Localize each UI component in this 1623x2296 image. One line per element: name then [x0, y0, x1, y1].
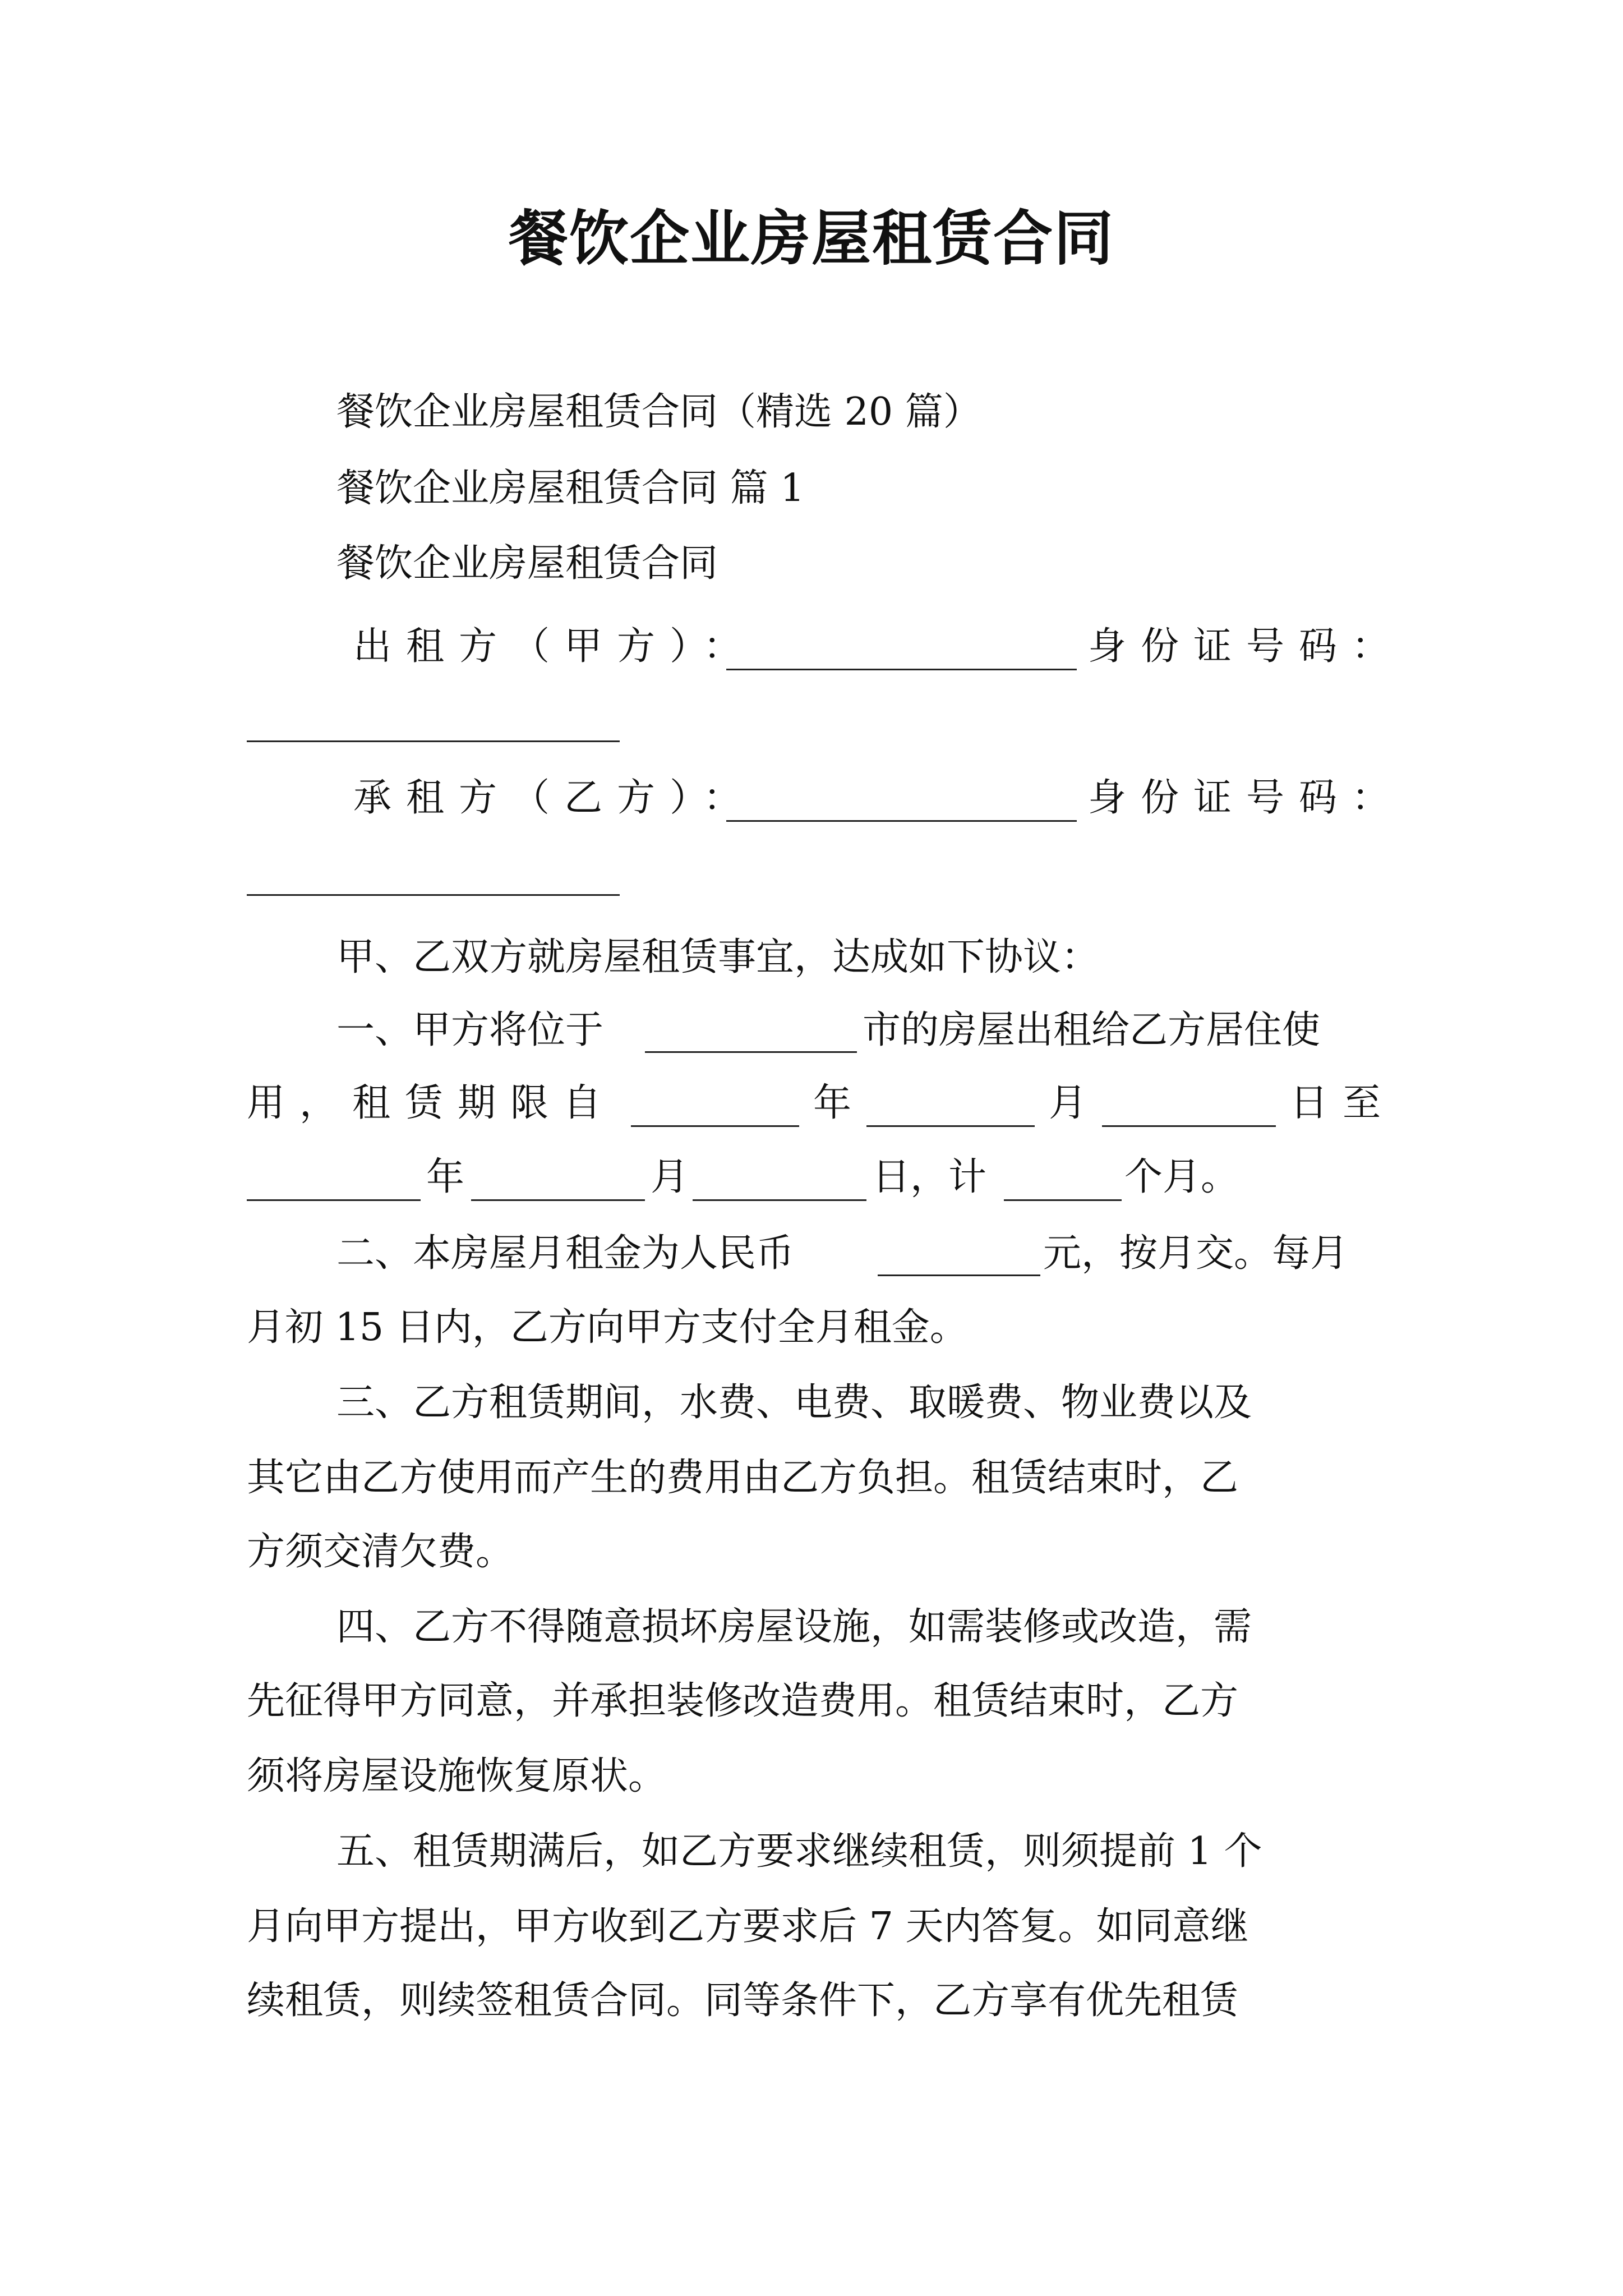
party-b-name-blank	[726, 785, 1077, 822]
clause-3-line-3: 方须交清欠费。	[247, 1530, 514, 1574]
clause-2-rent-blank	[878, 1240, 1040, 1276]
clause-1-line-1-a: 一、甲方将位于	[336, 1008, 604, 1052]
party-a-id-label: 身份证号码：	[1088, 624, 1405, 669]
clause-1-line-1-b: 市的房屋出租给乙方居住使	[863, 1008, 1321, 1052]
party-a-label: 出租方（甲方）：	[353, 624, 757, 669]
clause-4-line-2: 先征得甲方同意，并承担装修改造费用。租赁结束时，乙方	[247, 1679, 1239, 1723]
agreement-intro: 甲、乙双方就房屋租赁事宜，达成如下协议：	[336, 935, 1100, 979]
clause-5-line-3: 续租赁，则续签租赁合同。同等条件下，乙方享有优先租赁	[247, 1978, 1239, 2023]
clause-4-line-3: 须将房屋设施恢复原状。	[247, 1754, 667, 1798]
party-b-id-blank	[247, 894, 620, 896]
clause-1-city-blank	[645, 1016, 857, 1053]
clause-1-start-day-blank	[1102, 1091, 1276, 1127]
clause-4-line-1: 四、乙方不得随意损坏房屋设施，如需装修或改造，需	[336, 1605, 1252, 1649]
party-a-id-blank	[247, 740, 620, 742]
clause-1-line-2-a: 用，租赁期限自	[247, 1081, 616, 1125]
subtitle-line-1: 餐饮企业房屋租赁合同（精选 20 篇）	[336, 390, 981, 434]
clause-1-month-label: 月	[1049, 1081, 1087, 1125]
clause-1-day-to-label: 日至	[1290, 1081, 1396, 1125]
clause-1-months-label: 个月。	[1124, 1155, 1239, 1199]
party-b-label: 承租方（乙方）：	[353, 776, 757, 820]
clause-1-end-day-blank	[693, 1165, 866, 1201]
clause-1-end-day-label: 日，计	[872, 1155, 987, 1199]
clause-5-line-2: 月向甲方提出，甲方收到乙方要求后 7 天内答复。如同意继	[247, 1904, 1249, 1949]
subtitle-line-3: 餐饮企业房屋租赁合同	[336, 541, 718, 586]
clause-1-start-year-blank	[631, 1091, 799, 1127]
subtitle-line-2: 餐饮企业房屋租赁合同 篇 1	[336, 466, 805, 510]
clause-1-end-month-blank	[471, 1165, 645, 1201]
clause-2-line-1-a: 二、本房屋月租金为人民币	[336, 1231, 795, 1276]
document-title: 餐饮企业房屋租赁合同	[509, 203, 1114, 273]
clause-5-line-1: 五、租赁期满后，如乙方要求继续租赁，则须提前 1 个	[336, 1829, 1262, 1874]
clause-3-line-1: 三、乙方租赁期间，水费、电费、取暖费、物业费以及	[336, 1381, 1252, 1425]
clause-2-line-2: 月初 15 日内，乙方向甲方支付全月租金。	[247, 1305, 968, 1350]
clause-1-year-label: 年	[813, 1081, 852, 1125]
clause-2-line-1-b: 元，按月交。每月	[1043, 1231, 1349, 1276]
clause-1-start-month-blank	[866, 1091, 1035, 1127]
clause-1-end-month-label: 月	[651, 1155, 689, 1199]
clause-1-end-year-label: 年	[426, 1155, 465, 1199]
clause-3-line-2: 其它由乙方使用而产生的费用由乙方负担。租赁结束时，乙	[247, 1456, 1239, 1500]
party-a-name-blank	[726, 634, 1077, 670]
clause-1-months-blank	[1004, 1165, 1122, 1201]
clause-1-end-year-blank	[247, 1165, 421, 1201]
party-b-id-label: 身份证号码：	[1088, 776, 1405, 820]
